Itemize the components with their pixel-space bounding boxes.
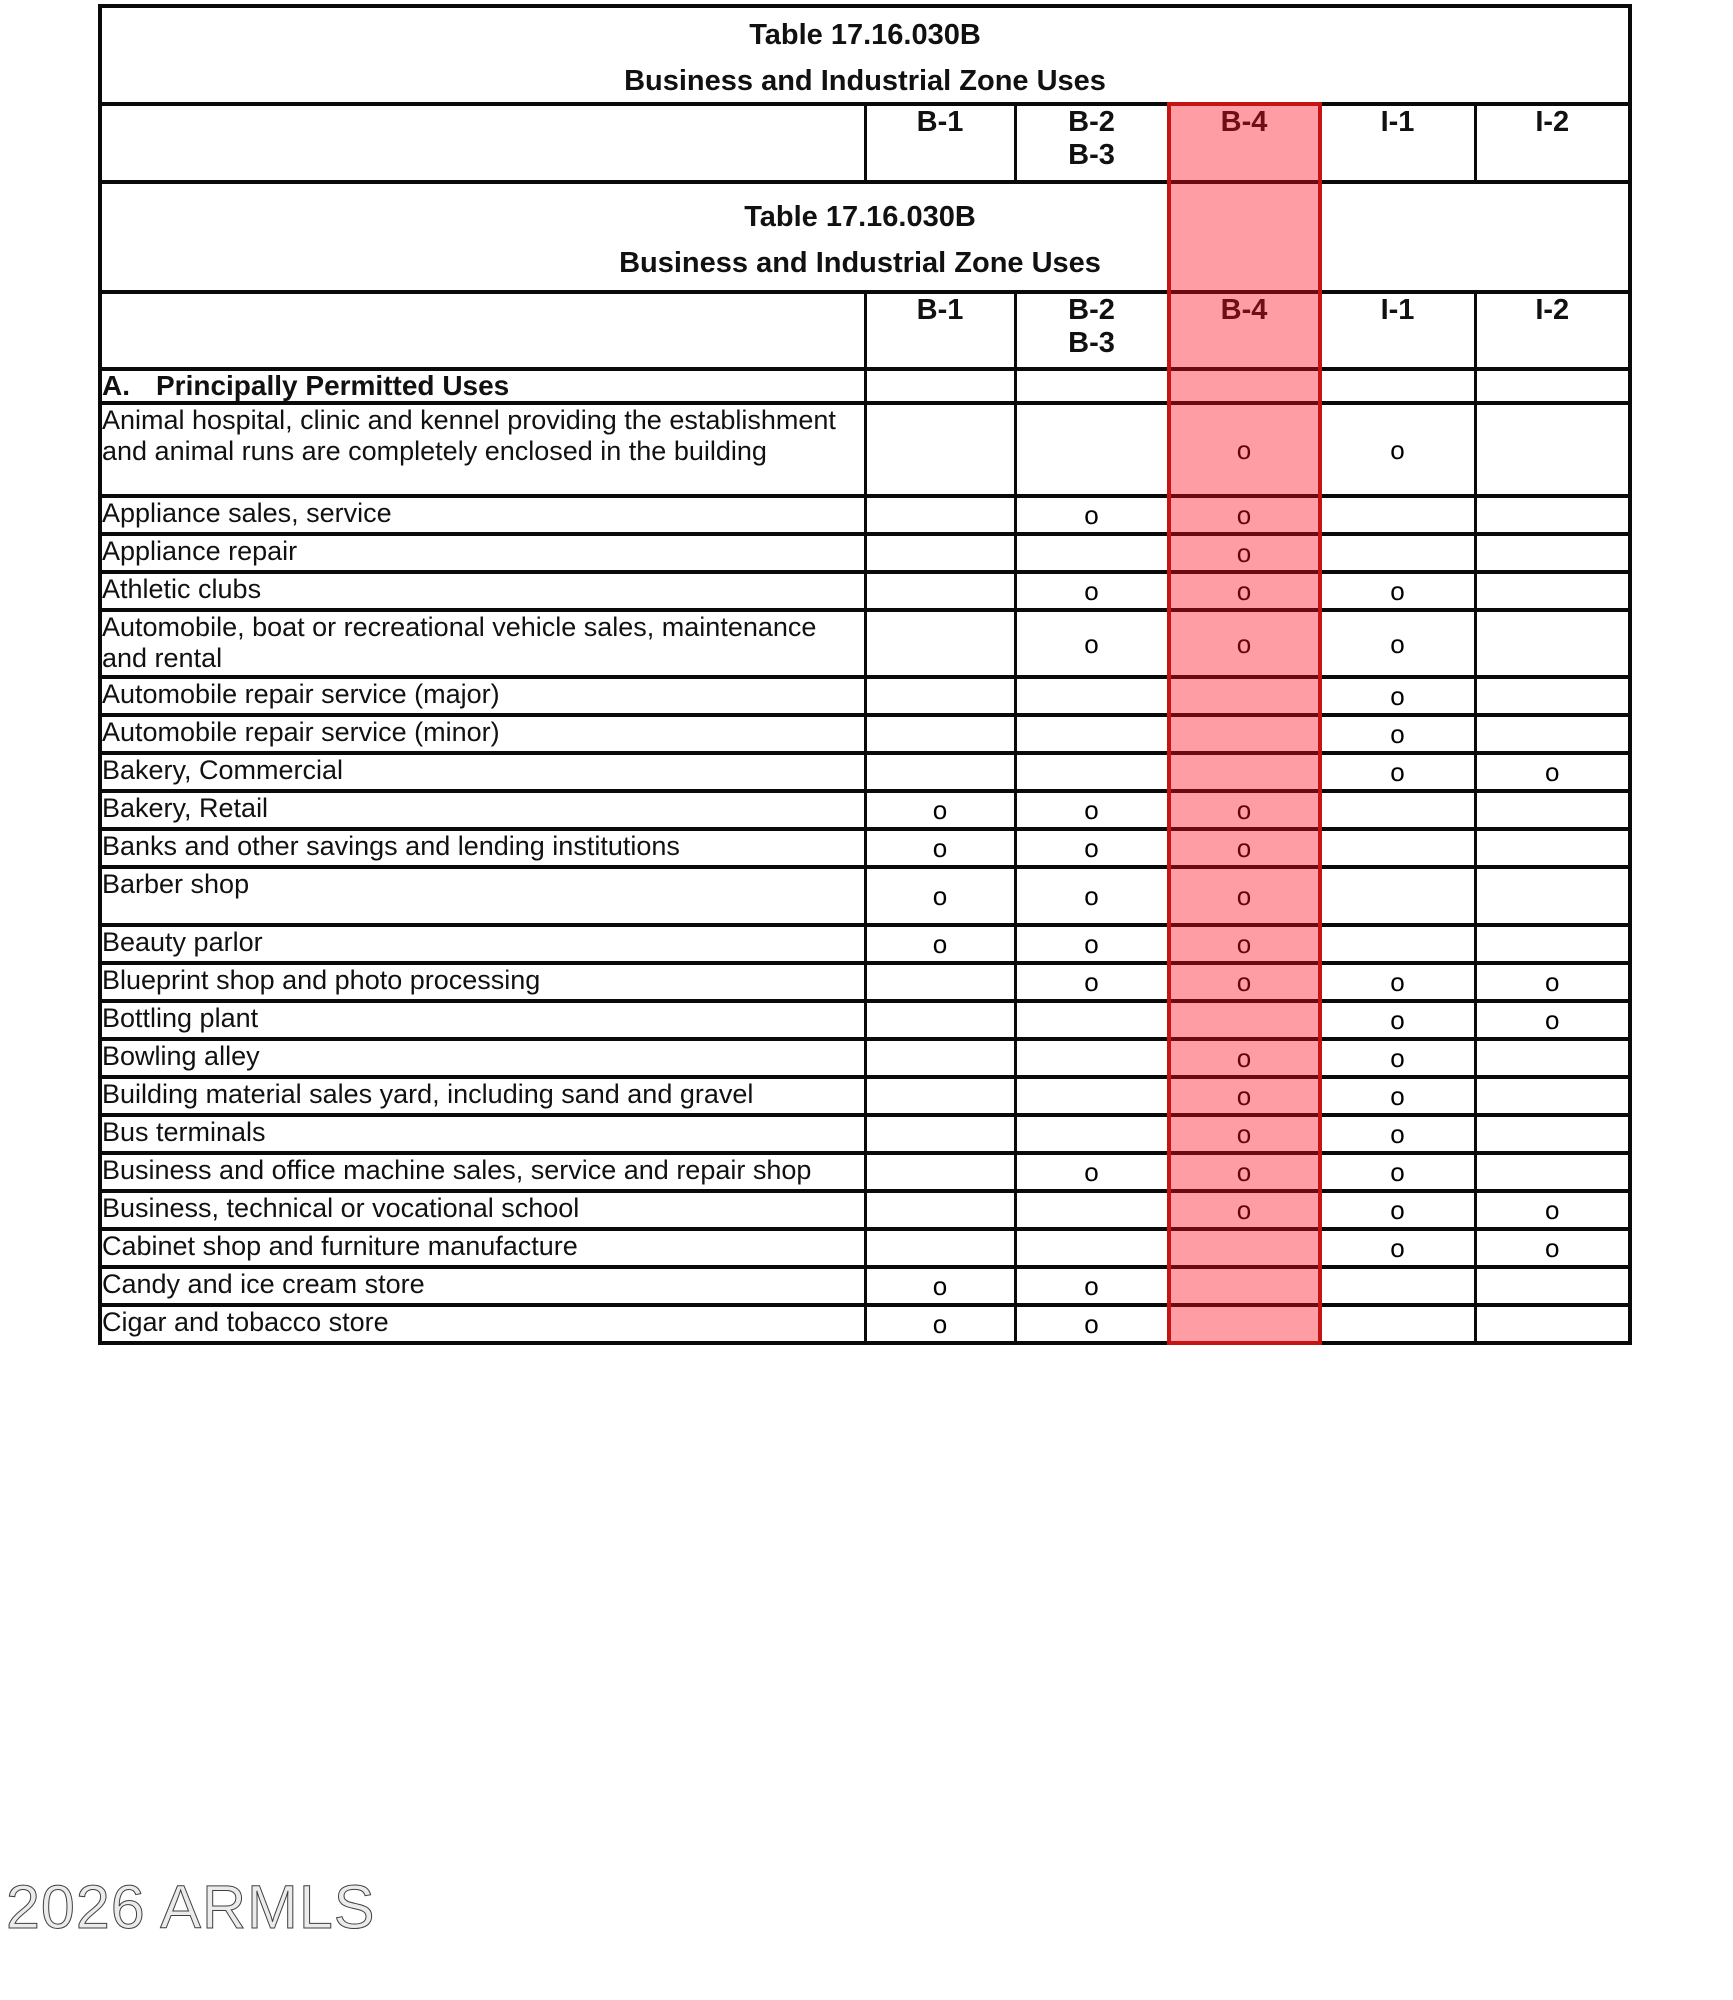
use-label: Beauty parlor — [100, 925, 865, 963]
section-title: Principally Permitted Uses — [156, 370, 510, 401]
use-row — [100, 496, 1630, 534]
permitted-mark-i1: o — [1320, 1001, 1475, 1039]
permitted-mark-i1: o — [1320, 1077, 1475, 1115]
header-cell-b2b3 — [1015, 104, 1168, 182]
permitted-mark-i1: o — [1320, 1039, 1475, 1077]
permitted-mark-b1: o — [865, 1305, 1015, 1343]
permitted-mark-i1: o — [1320, 1229, 1475, 1267]
permitted-mark-b4: o — [1168, 1153, 1320, 1191]
empty-cell-b4 — [1168, 753, 1320, 791]
watermark: 2026 ARMLS — [6, 1873, 376, 1941]
empty-cell-i1 — [1320, 867, 1475, 925]
empty-cell-b1 — [865, 1077, 1015, 1115]
use-row — [100, 1077, 1630, 1115]
empty-cell-b1 — [865, 1115, 1015, 1153]
empty-cell-b1 — [865, 677, 1015, 715]
permitted-mark-b4: o — [1168, 572, 1320, 610]
use-row — [100, 1229, 1630, 1267]
section-row — [100, 369, 1630, 403]
use-label: Blueprint shop and photo processing — [100, 963, 865, 1001]
permitted-mark-i1: o — [1320, 403, 1475, 496]
permitted-mark-b23: o — [1015, 963, 1168, 1001]
permitted-mark-b4: o — [1168, 1039, 1320, 1077]
empty-cell-b1 — [865, 963, 1015, 1001]
empty-cell-i1 — [1320, 1305, 1475, 1343]
header2-cell-i2: I-2 — [1475, 292, 1630, 369]
use-row — [100, 403, 1630, 496]
header2-cell-b1: B-1 — [865, 292, 1015, 369]
empty-cell-i2 — [1475, 1115, 1630, 1153]
header-empty-cell — [100, 104, 865, 182]
empty-cell-i2 — [1475, 534, 1630, 572]
permitted-mark-b4: o — [1168, 1191, 1320, 1229]
permitted-mark-i1: o — [1320, 1153, 1475, 1191]
empty-cell-i2 — [1475, 677, 1630, 715]
empty-cell-i1 — [1320, 791, 1475, 829]
permitted-mark-b4: o — [1168, 403, 1320, 496]
empty-cell-b1 — [865, 610, 1015, 677]
use-label: Animal hospital, clinic and kennel providing the establishment and animal runs are completely enclosed in the building — [100, 403, 865, 496]
permitted-mark-i2: o — [1475, 753, 1630, 791]
empty-cell-i1 — [1320, 496, 1475, 534]
empty-cell-i1 — [1320, 534, 1475, 572]
permitted-mark-b1: o — [865, 829, 1015, 867]
empty-cell-b23 — [1015, 403, 1168, 496]
permitted-mark-i1: o — [1320, 677, 1475, 715]
use-label: Automobile, boat or recreational vehicle sales, maintenance and rental — [100, 610, 865, 677]
table-subtitle-repeat: Business and Industrial Zone Uses — [619, 247, 1101, 279]
table-subtitle: Business and Industrial Zone Uses — [624, 65, 1106, 97]
table-title-block — [100, 6, 1630, 104]
permitted-mark-b23: o — [1015, 610, 1168, 677]
empty-cell-b23 — [1015, 677, 1168, 715]
empty-cell-i1 — [1320, 925, 1475, 963]
empty-cell-i2 — [1475, 1077, 1630, 1115]
empty-cell — [1168, 369, 1320, 403]
empty-cell-b4 — [1168, 677, 1320, 715]
permitted-mark-i1: o — [1320, 610, 1475, 677]
permitted-mark-b4: o — [1168, 791, 1320, 829]
use-row — [100, 1267, 1630, 1305]
empty-cell-b4 — [1168, 1305, 1320, 1343]
permitted-mark-b23: o — [1015, 496, 1168, 534]
permitted-mark-i2: o — [1475, 1229, 1630, 1267]
empty-cell-i2 — [1475, 1267, 1630, 1305]
empty-cell-i2 — [1475, 867, 1630, 925]
empty-cell-i2 — [1475, 1039, 1630, 1077]
empty-cell-b1 — [865, 715, 1015, 753]
use-row — [100, 963, 1630, 1001]
permitted-mark-i2: o — [1475, 963, 1630, 1001]
empty-cell — [1320, 369, 1475, 403]
empty-cell — [1475, 369, 1630, 403]
header-label-b3: B-3 — [1068, 139, 1115, 171]
section-letter: A. — [102, 370, 130, 401]
empty-cell-i2 — [1475, 715, 1630, 753]
header-cell-b4: B-4 — [1168, 104, 1320, 182]
use-label: Athletic clubs — [100, 572, 865, 610]
empty-cell-b1 — [865, 1001, 1015, 1039]
empty-cell-b4 — [1168, 1001, 1320, 1039]
i1-i2-spacer-cell — [1320, 182, 1630, 292]
header2-cell-b2b3 — [1015, 292, 1168, 369]
permitted-mark-b1: o — [865, 791, 1015, 829]
permitted-mark-b4: o — [1168, 925, 1320, 963]
empty-cell — [1015, 369, 1168, 403]
permitted-mark-b23: o — [1015, 829, 1168, 867]
permitted-mark-i1: o — [1320, 753, 1475, 791]
permitted-mark-b23: o — [1015, 867, 1168, 925]
use-label: Bowling alley — [100, 1039, 865, 1077]
empty-cell-b4 — [1168, 1229, 1320, 1267]
use-row — [100, 1115, 1630, 1153]
header-cell-i2: I-2 — [1475, 104, 1630, 182]
empty-cell-b1 — [865, 1191, 1015, 1229]
empty-cell-i1 — [1320, 1267, 1475, 1305]
use-row — [100, 1153, 1630, 1191]
title-row-1 — [100, 6, 1630, 104]
use-label: Automobile repair service (minor) — [100, 715, 865, 753]
use-label: Cabinet shop and furniture manufacture — [100, 1229, 865, 1267]
empty-cell-b1 — [865, 1039, 1015, 1077]
permitted-mark-b4: o — [1168, 867, 1320, 925]
permitted-mark-b1: o — [865, 867, 1015, 925]
use-label: Bottling plant — [100, 1001, 865, 1039]
use-label: Bakery, Commercial — [100, 753, 865, 791]
header-label-b2: B-2 — [1068, 106, 1115, 138]
permitted-mark-b4: o — [1168, 963, 1320, 1001]
use-row — [100, 829, 1630, 867]
section-heading — [100, 369, 865, 403]
empty-cell-b23 — [1015, 1039, 1168, 1077]
empty-cell-b23 — [1015, 1115, 1168, 1153]
use-label: Appliance sales, service — [100, 496, 865, 534]
empty-cell-i2 — [1475, 1153, 1630, 1191]
header-empty-cell — [100, 292, 865, 369]
empty-cell-i2 — [1475, 572, 1630, 610]
empty-cell-b1 — [865, 403, 1015, 496]
empty-cell-b1 — [865, 1229, 1015, 1267]
permitted-mark-b4: o — [1168, 534, 1320, 572]
permitted-mark-i1: o — [1320, 715, 1475, 753]
use-label: Bakery, Retail — [100, 791, 865, 829]
empty-cell-b1 — [865, 572, 1015, 610]
use-label: Barber shop — [100, 867, 865, 925]
header2-cell-b4: B-4 — [1168, 292, 1320, 369]
permitted-mark-i1: o — [1320, 963, 1475, 1001]
use-row — [100, 534, 1630, 572]
use-label: Banks and other savings and lending institutions — [100, 829, 865, 867]
table-title: Table 17.16.030B — [749, 19, 981, 51]
empty-cell-b23 — [1015, 1001, 1168, 1039]
permitted-mark-b23: o — [1015, 572, 1168, 610]
header-cell-b1: B-1 — [865, 104, 1015, 182]
use-label: Bus terminals — [100, 1115, 865, 1153]
empty-cell-b23 — [1015, 1077, 1168, 1115]
empty-cell-b4 — [1168, 715, 1320, 753]
use-row — [100, 1191, 1630, 1229]
header-row-2 — [100, 292, 1630, 369]
empty-cell-b1 — [865, 753, 1015, 791]
title-row-2 — [100, 182, 1630, 292]
use-label: Appliance repair — [100, 534, 865, 572]
permitted-mark-i1: o — [1320, 1191, 1475, 1229]
use-row — [100, 610, 1630, 677]
permitted-mark-b23: o — [1015, 1153, 1168, 1191]
use-row — [100, 753, 1630, 791]
use-label: Business, technical or vocational school — [100, 1191, 865, 1229]
use-label: Candy and ice cream store — [100, 1267, 865, 1305]
empty-cell-i2 — [1475, 403, 1630, 496]
empty-cell-i2 — [1475, 1305, 1630, 1343]
empty-cell-b1 — [865, 1153, 1015, 1191]
use-row — [100, 925, 1630, 963]
header2-label-b3: B-3 — [1068, 327, 1115, 359]
empty-cell-b1 — [865, 496, 1015, 534]
empty-cell-i2 — [1475, 610, 1630, 677]
empty-cell-b1 — [865, 534, 1015, 572]
empty-cell-b4 — [1168, 1267, 1320, 1305]
table-title-repeat: Table 17.16.030B — [744, 201, 976, 233]
permitted-mark-i1: o — [1320, 1115, 1475, 1153]
empty-cell-i2 — [1475, 829, 1630, 867]
b4-spacer-cell — [1168, 182, 1320, 292]
header-cell-i1: I-1 — [1320, 104, 1475, 182]
empty-cell — [865, 369, 1015, 403]
use-row — [100, 1001, 1630, 1039]
permitted-mark-b23: o — [1015, 1305, 1168, 1343]
empty-cell-b23 — [1015, 753, 1168, 791]
header2-cell-i1: I-1 — [1320, 292, 1475, 369]
permitted-mark-i1: o — [1320, 572, 1475, 610]
header-row-1 — [100, 104, 1630, 182]
use-label: Building material sales yard, including sand and gravel — [100, 1077, 865, 1115]
empty-cell-b23 — [1015, 715, 1168, 753]
use-label: Cigar and tobacco store — [100, 1305, 865, 1343]
permitted-mark-i2: o — [1475, 1191, 1630, 1229]
permitted-mark-i2: o — [1475, 1001, 1630, 1039]
empty-cell-i1 — [1320, 829, 1475, 867]
empty-cell-i2 — [1475, 791, 1630, 829]
permitted-mark-b4: o — [1168, 1115, 1320, 1153]
permitted-mark-b23: o — [1015, 791, 1168, 829]
permitted-mark-b4: o — [1168, 1077, 1320, 1115]
permitted-mark-b23: o — [1015, 1267, 1168, 1305]
table-title-block-repeat — [100, 182, 1168, 292]
use-row — [100, 677, 1630, 715]
use-row — [100, 867, 1630, 925]
zoning-use-table — [98, 4, 1632, 1345]
permitted-mark-b4: o — [1168, 496, 1320, 534]
use-row — [100, 572, 1630, 610]
empty-cell-b23 — [1015, 1191, 1168, 1229]
use-row — [100, 1305, 1630, 1343]
empty-cell-b23 — [1015, 534, 1168, 572]
empty-cell-i2 — [1475, 925, 1630, 963]
use-row — [100, 1039, 1630, 1077]
permitted-mark-b23: o — [1015, 925, 1168, 963]
use-row — [100, 791, 1630, 829]
use-label: Business and office machine sales, service and repair shop — [100, 1153, 865, 1191]
permitted-mark-b1: o — [865, 1267, 1015, 1305]
permitted-mark-b4: o — [1168, 610, 1320, 677]
use-row — [100, 715, 1630, 753]
use-label: Automobile repair service (major) — [100, 677, 865, 715]
header2-label-b2: B-2 — [1068, 294, 1115, 326]
permitted-mark-b1: o — [865, 925, 1015, 963]
empty-cell-b23 — [1015, 1229, 1168, 1267]
permitted-mark-b4: o — [1168, 829, 1320, 867]
empty-cell-i2 — [1475, 496, 1630, 534]
